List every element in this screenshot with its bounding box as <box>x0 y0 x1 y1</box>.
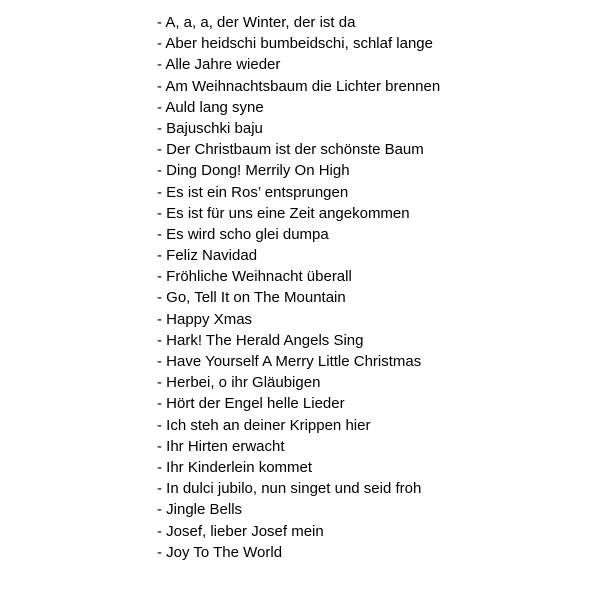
song-item: - Hark! The Herald Angels Sing <box>157 331 364 349</box>
song-item: - Josef, lieber Josef mein <box>157 522 324 540</box>
song-item: - Ding Dong! Merrily On High <box>157 162 350 180</box>
song-item: - Ihr Kinderlein kommet <box>157 458 313 476</box>
song-item: - Joy To The World <box>157 543 283 561</box>
song-item: - Es wird scho glei dumpa <box>157 225 329 243</box>
song-item: - Auld lang syne <box>157 98 264 116</box>
song-item: - Alle Jahre wieder <box>157 56 281 74</box>
song-item: - Hört der Engel helle Lieder <box>157 395 345 413</box>
song-item: - Go, Tell It on The Mountain <box>157 289 346 307</box>
song-item: - Es ist für uns eine Zeit angekommen <box>157 204 410 222</box>
song-item: - Es ist ein Ros’ entsprungen <box>157 183 349 201</box>
song-item: - Der Christbaum ist der schönste Baum <box>157 141 424 159</box>
song-item: - Jingle Bells <box>157 501 243 519</box>
song-item: - Ihr Hirten erwacht <box>157 437 285 455</box>
song-item: - A, a, a, der Winter, der ist da <box>157 14 356 31</box>
song-item: - Bajuschki baju <box>157 119 263 137</box>
song-item: - Feliz Navidad <box>157 247 258 265</box>
song-item: - Have Yourself A Merry Little Christmas <box>157 353 422 370</box>
song-item: - Fröhliche Weihnacht überall <box>157 268 352 286</box>
song-list <box>157 12 440 563</box>
song-item: - Happy Xmas <box>157 310 253 328</box>
song-item: - Am Weihnachtsbaum die Lichter brennen <box>157 77 441 95</box>
song-item: - Aber heidschi bumbeidschi, schlaf lange <box>157 35 433 53</box>
song-item: - In dulci jubilo, nun singet und seid froh <box>157 480 422 498</box>
song-item: - Ich steh an deiner Krippen hier <box>157 416 371 434</box>
song-item: - Herbei, o ihr Gläubigen <box>157 374 321 392</box>
